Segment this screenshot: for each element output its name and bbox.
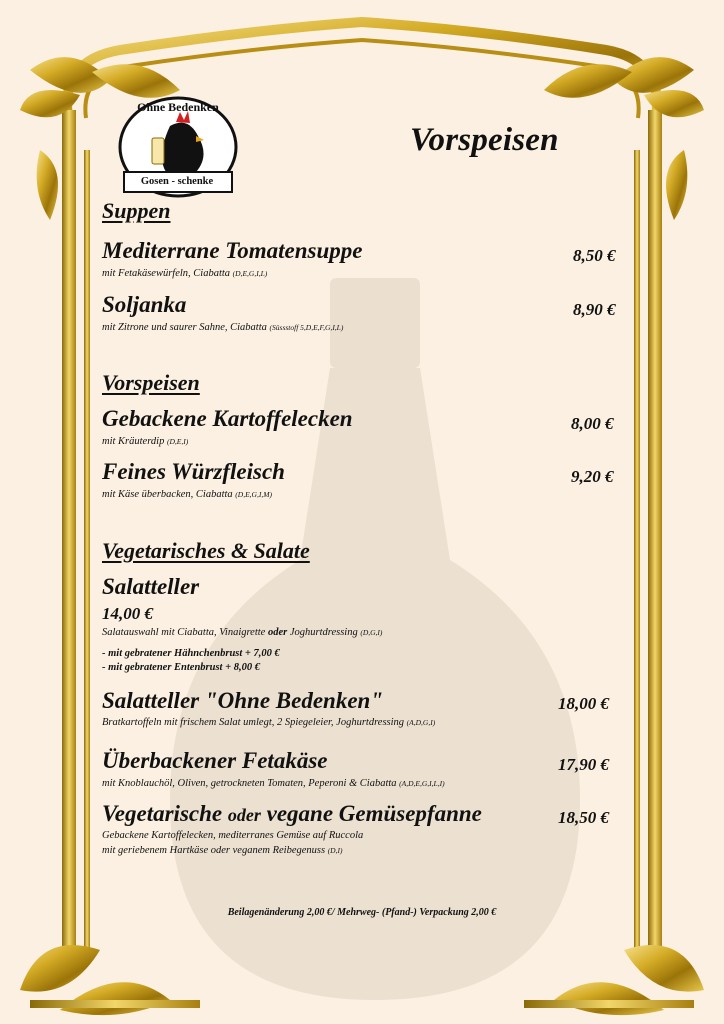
description-text: mit Zitrone und saurer Sahne, Ciabatta: [102, 322, 267, 333]
menu-item-price: 9,20 €: [571, 467, 614, 486]
menu-item-price: 8,50 €: [573, 246, 616, 265]
allergen-codes: (D,E,G,I,M): [235, 490, 272, 499]
menu-item-price: 8,90 €: [573, 300, 616, 319]
allergen-codes: (D,E,G,I,L): [232, 269, 268, 278]
description-text: mit Fetakäsewürfeln, Ciabatta: [102, 268, 231, 279]
menu-extra-option: - mit gebratener Hähnchenbrust + 7,00 €: [102, 648, 280, 659]
description-text: Joghurtdressing: [289, 627, 358, 638]
menu-item-price: 14,00 €: [102, 604, 153, 623]
name-part: vegane Gemüsepfanne: [266, 801, 482, 826]
menu-item-price: 17,90 €: [558, 755, 609, 774]
allergen-codes: (D,I): [327, 846, 343, 855]
section-heading-vorspeisen: Vorspeisen: [102, 370, 200, 395]
allergen-codes: (A,D,G,I): [406, 718, 436, 727]
menu-item-price: 18,50 €: [558, 808, 609, 827]
description-text: Salatauswahl mit Ciabatta, Vinaigrette: [102, 627, 266, 638]
allergen-codes: (D,E,I): [166, 437, 189, 446]
menu-item-name: Feines Würzfleisch: [102, 459, 285, 484]
description-text: mit Knoblauchöl, Oliven, getrockneten Tomaten, Peperoni & Ciabatta: [102, 778, 397, 789]
menu-item-name: [102, 801, 482, 827]
menu-item-description: [102, 436, 188, 447]
description-text: mit Käse überbacken, Ciabatta: [102, 489, 233, 500]
menu-item-name: Überbackener Fetakäse: [102, 748, 328, 773]
menu-item-description: [102, 489, 272, 500]
page-title: Vorspeisen: [410, 122, 559, 158]
menu-item-name: Salatteller: [102, 574, 200, 599]
allergen-codes: (Süssstoff 5,D,E,F,G,I,L): [269, 323, 344, 332]
name-part: Vegetarische: [102, 801, 223, 826]
allergen-codes: (A,D,E,G,I,L,I): [399, 779, 445, 788]
logo-text-top: Ohne Bedenken: [137, 100, 219, 114]
menu-item-name: Mediterrane Tomatensuppe: [102, 238, 363, 263]
description-text: mit geriebenem Hartkäse oder veganem Reibegenuss: [102, 845, 326, 856]
description-text: Bratkartoffeln mit frischem Salat umlegt, 2 Spiegeleier, Joghurtdressing: [102, 717, 405, 728]
footer-note: Beilagenänderung 2,00 €/ Mehrweg- (Pfand-) Verpackung 2,00 €: [227, 907, 497, 918]
name-or: oder: [227, 805, 261, 825]
menu-item-description: [102, 268, 267, 279]
menu-item-description: [102, 778, 445, 789]
section-heading-vegetarisch: Vegetarisches & Salate: [102, 538, 310, 563]
menu-item-name: Soljanka: [102, 292, 187, 317]
menu-item-description: [102, 845, 342, 856]
menu-item-description: [102, 322, 343, 333]
menu-item-name: Salatteller "Ohne Bedenken": [102, 688, 384, 713]
menu-item-description: [102, 627, 382, 638]
menu-item-price: 8,00 €: [571, 414, 614, 433]
description-text: mit Kräuterdip: [102, 436, 165, 447]
menu-item-description: Gebackene Kartoffelecken, mediterranes Gemüse auf Ruccola: [102, 830, 364, 841]
menu-extra-option: - mit gebratener Entenbrust + 8,00 €: [102, 662, 260, 673]
allergen-codes: (D,G,I): [360, 628, 383, 637]
section-heading-suppen: Suppen: [102, 198, 171, 223]
description-or: oder: [267, 627, 288, 638]
logo-text-bottom: Gosen - schenke: [140, 176, 214, 187]
menu-item-name: Gebackene Kartoffelecken: [102, 406, 353, 431]
menu-item-price: 18,00 €: [558, 694, 609, 713]
menu-item-description: [102, 717, 435, 728]
